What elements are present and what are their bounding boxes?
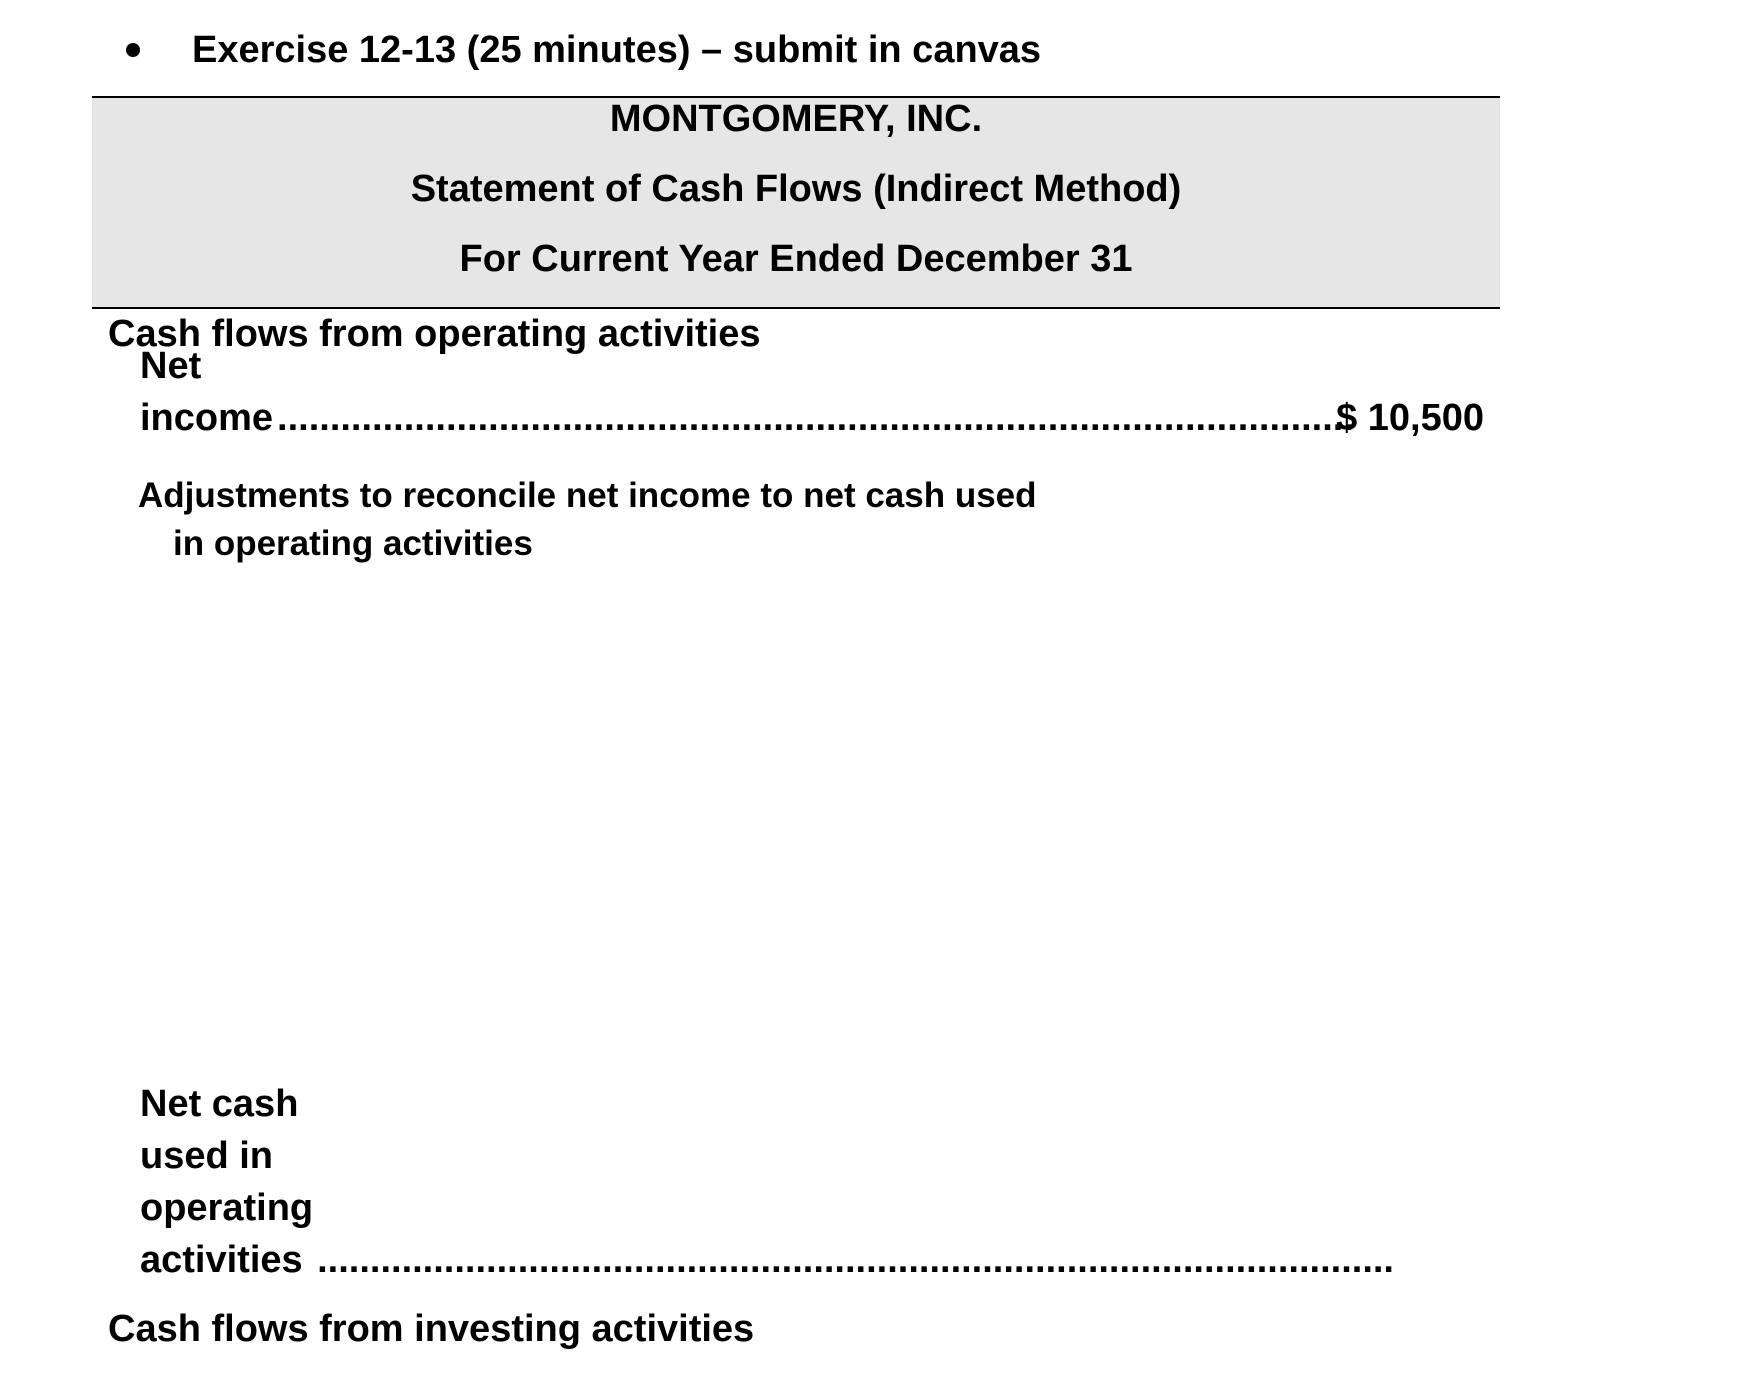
net-income-label: Net income xyxy=(140,345,274,439)
net-cash-leader: ...................................................................................................... xyxy=(317,1239,1394,1281)
net-cash-row xyxy=(140,1083,1394,1286)
operating-section-label: Cash flows from operating activities xyxy=(108,313,761,355)
statement-name: Statement of Cash Flows (Indirect Method) xyxy=(410,168,1182,210)
statement-period: For Current Year Ended December 31 xyxy=(459,238,1133,280)
adjustments-label-line2: in operating activities xyxy=(173,524,533,563)
bullet-icon xyxy=(126,43,140,57)
net-income-row xyxy=(140,345,1354,444)
exercise-title: Exercise 12-13 (25 minutes) – submit in canvas xyxy=(192,28,1042,71)
company-name: MONTGOMERY, INC. xyxy=(609,98,983,140)
net-income-amount: $ 10,500 xyxy=(1336,397,1484,439)
net-income-leader: ...................................................................................................... xyxy=(277,397,1354,439)
exercise-heading xyxy=(126,24,1041,76)
adjustments-label-line1: Adjustments to reconcile net income to net cash used xyxy=(138,476,1037,515)
investing-section-label: Cash flows from investing activities xyxy=(108,1308,755,1350)
statement-header xyxy=(92,96,1500,309)
net-cash-label: Net cash used in operating activities xyxy=(140,1083,314,1281)
